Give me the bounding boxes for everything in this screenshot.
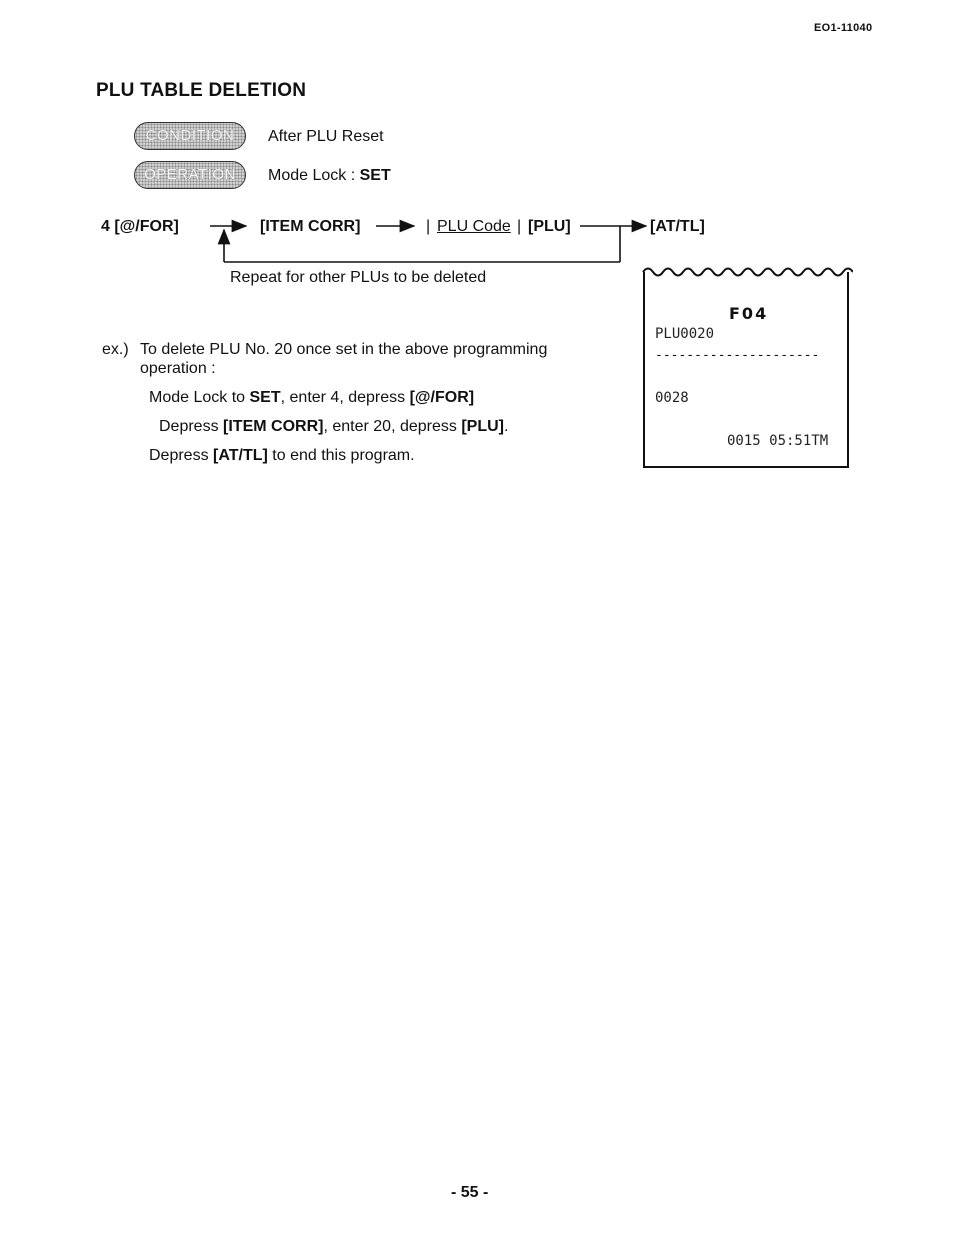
flow-item-corr-key: [ITEM CORR] xyxy=(260,218,361,235)
operation-badge: OPERATION xyxy=(134,161,246,189)
operation-text xyxy=(268,167,391,185)
flow-separator-2: | xyxy=(517,218,522,235)
receipt-divider: --------------------- xyxy=(655,348,820,363)
condition-text: After PLU Reset xyxy=(268,128,384,145)
receipt-footer: 0015 05:51TM xyxy=(727,433,829,449)
example-intro-line1: To delete PLU No. 20 once set in the above programming xyxy=(140,341,548,358)
document-number: EO1-11040 xyxy=(814,22,873,34)
receipt-count: 0028 xyxy=(655,390,689,406)
operation-label: Mode Lock : xyxy=(268,167,356,184)
example-step-1: Mode Lock to SET, enter 4, depress [@/FOR] xyxy=(149,389,475,406)
example-step-3: Depress [AT/TL] to end this program. xyxy=(149,447,415,464)
page-number: - 55 - xyxy=(451,1184,489,1201)
example-step-2: Depress [ITEM CORR], enter 20, depress [PLU]. xyxy=(159,418,509,435)
example-label: ex.) xyxy=(102,341,129,358)
repeat-note: Repeat for other PLUs to be deleted xyxy=(230,269,487,286)
section-title: PLU TABLE DELETION xyxy=(96,80,307,101)
receipt-plu-line: PLU0020 xyxy=(655,326,715,342)
flow-start-key: 4 [@/FOR] xyxy=(101,218,179,235)
receipt-header: F04 xyxy=(729,304,769,323)
operation-value: SET xyxy=(359,167,391,184)
flow-end-key: [AT/TL] xyxy=(650,218,705,235)
flow-separator-1: | xyxy=(426,218,431,235)
receipt xyxy=(643,272,849,468)
flow-plu-code: PLU Code xyxy=(437,218,511,235)
example-intro-line2: operation : xyxy=(140,360,216,377)
condition-badge: CONDITION xyxy=(134,122,246,150)
flow-plu-key: [PLU] xyxy=(528,218,571,235)
